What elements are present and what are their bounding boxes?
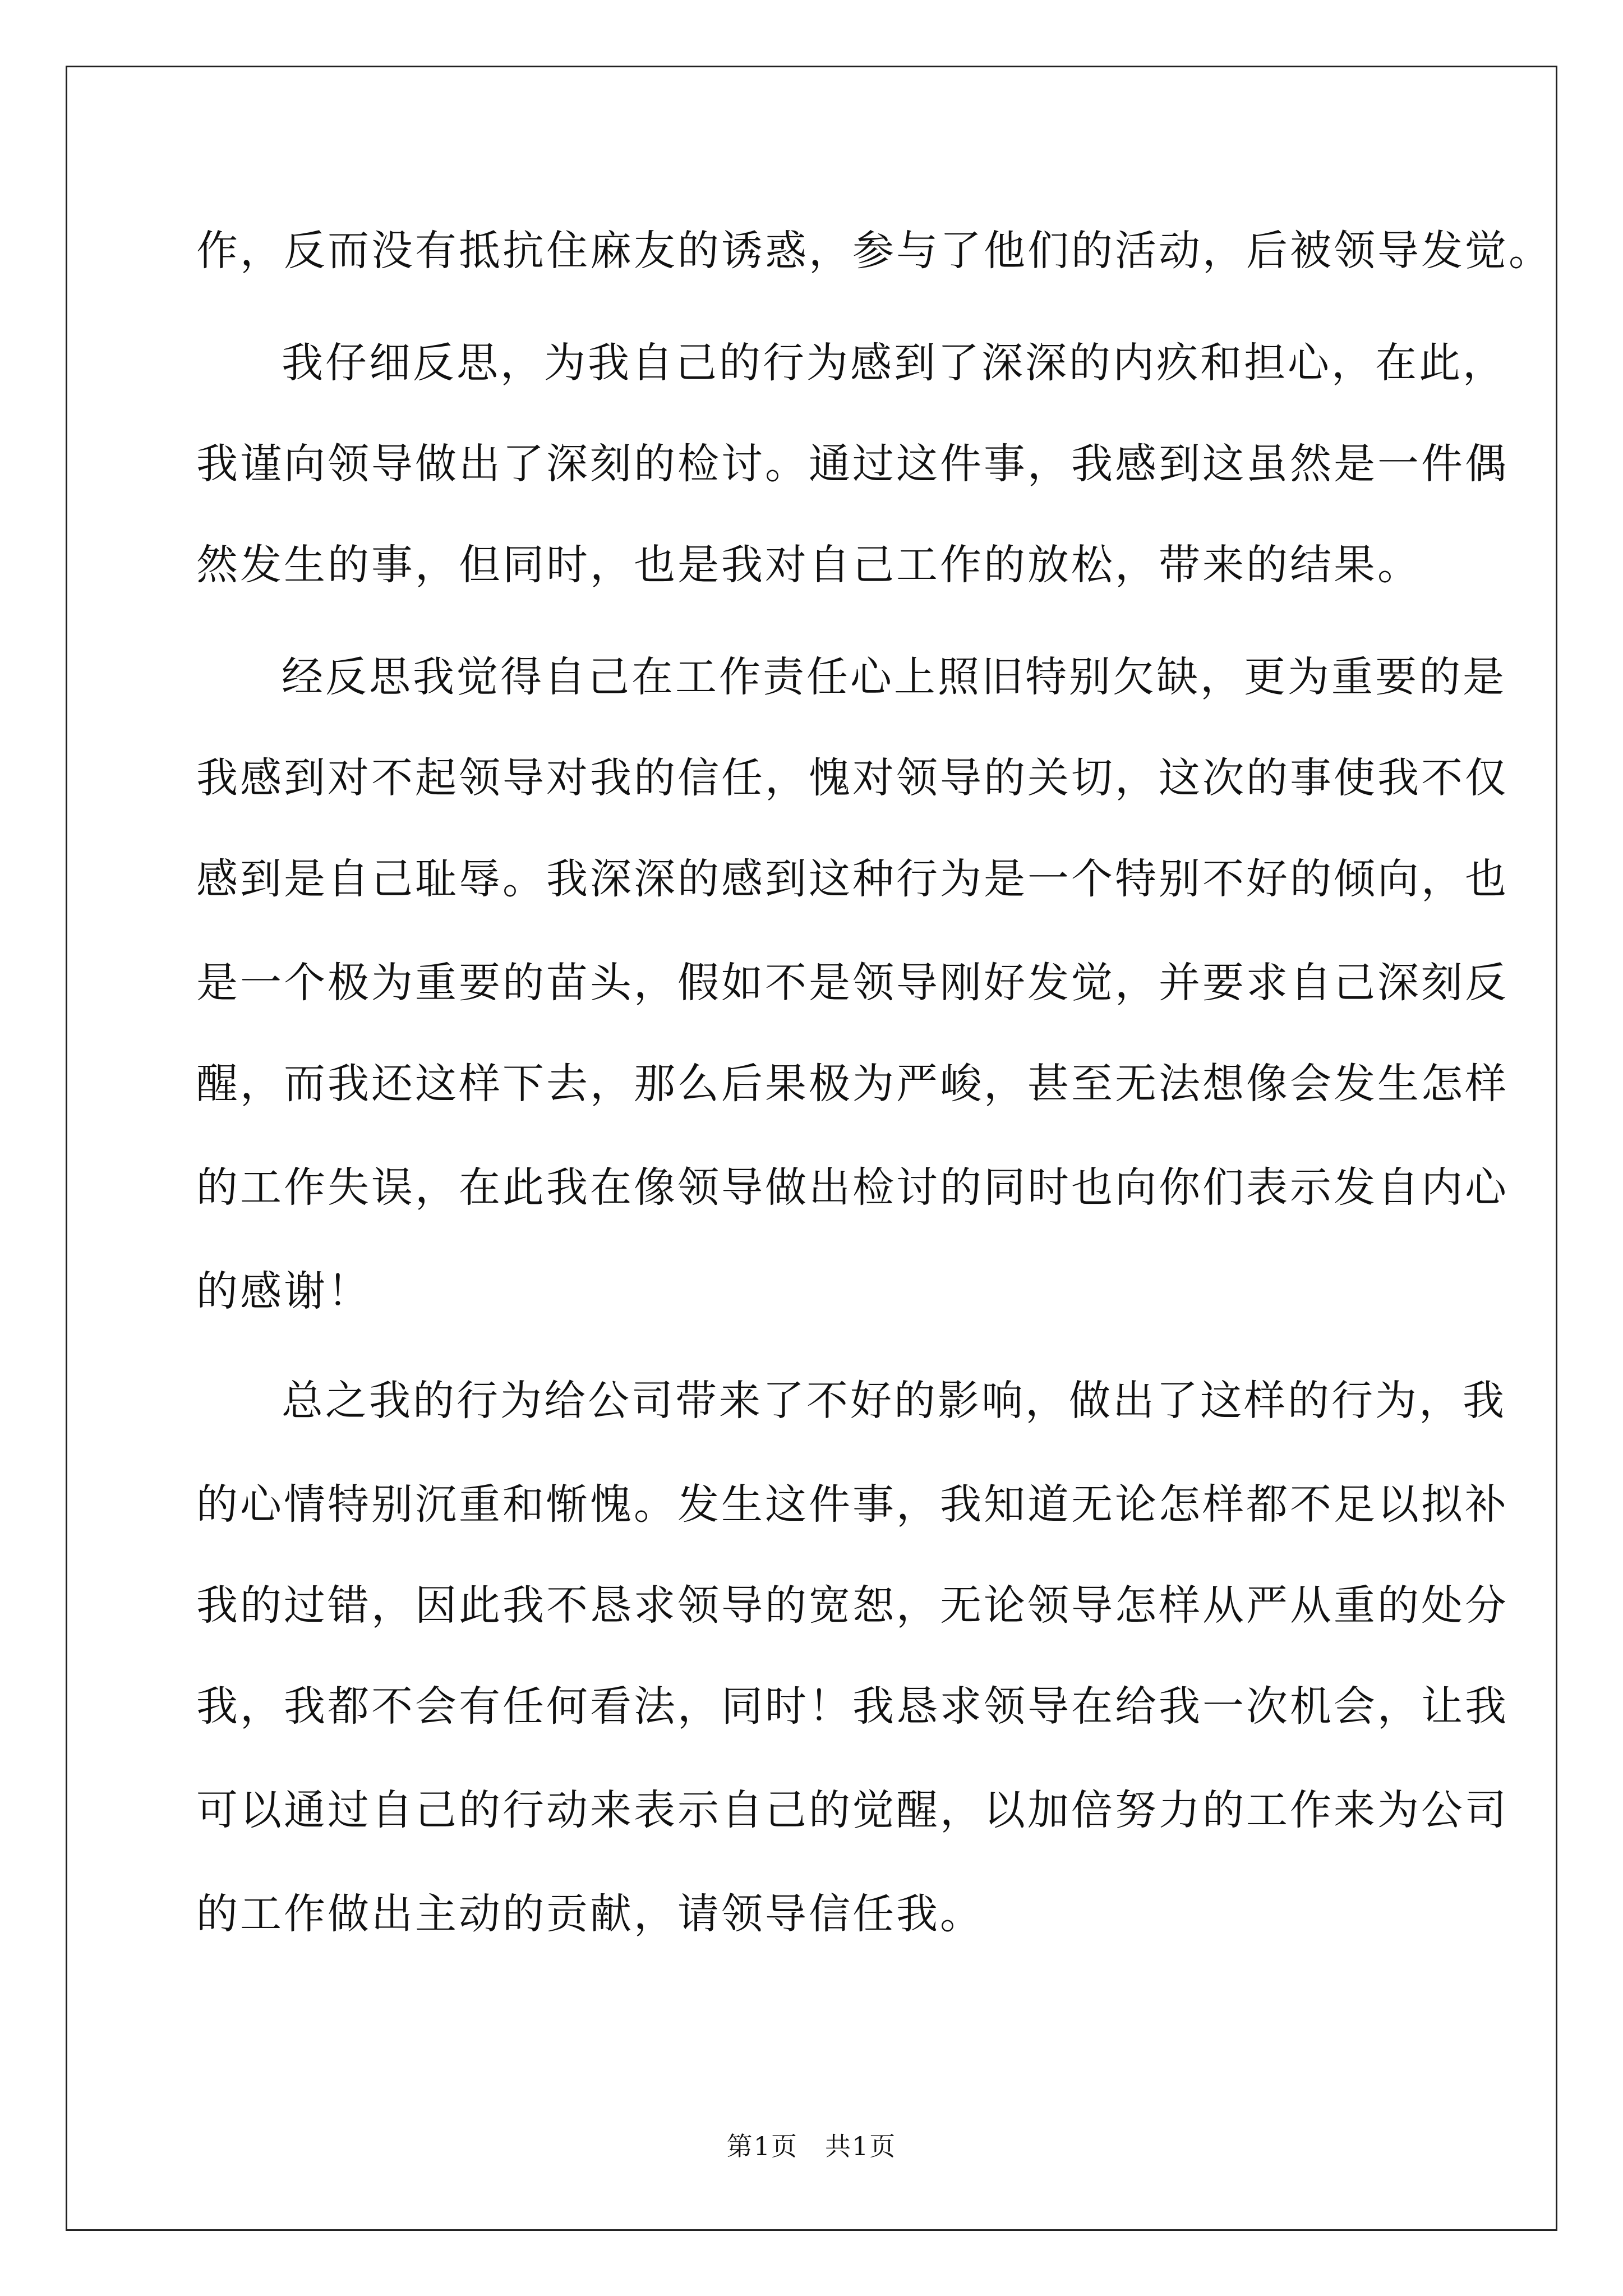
- text-line: 我的过错，因此我不恳求领导的宽恕，无论领导怎样从严从重的处分: [196, 1581, 1509, 1630]
- text-line: 的感谢！: [196, 1267, 371, 1315]
- paragraph-first-line: 我仔细反思，为我自己的行为感到了深深的内疚和担心，在此，: [282, 339, 1506, 387]
- text-line: 可以通过自己的行动来表示自己的觉醒，以加倍努力的工作来为公司: [196, 1786, 1509, 1834]
- text-line: 的工作做出主动的贡献，请领导信任我。: [196, 1890, 984, 1938]
- text-line: 是一个极为重要的苗头，假如不是领导刚好发觉，并要求自己深刻反: [196, 959, 1509, 1007]
- text-line: 我感到对不起领导对我的信任，愧对领导的关切，这次的事使我不仅: [196, 754, 1509, 802]
- text-line: 作，反而没有抵抗住麻友的诱惑，参与了他们的活动，后被领导发觉。: [196, 227, 1552, 275]
- text-line: 然发生的事，但同时，也是我对自己工作的放松，带来的结果。: [196, 541, 1421, 589]
- text-line: 的工作失误，在此我在像领导做出检讨的同时也向你们表示发自内心: [196, 1163, 1509, 1212]
- text-line: 感到是自己耻辱。我深深的感到这种行为是一个特别不好的倾向，也: [196, 855, 1509, 903]
- paragraph-first-line: 经反思我觉得自己在工作责任心上照旧特别欠缺，更为重要的是: [282, 653, 1506, 701]
- text-line: 醒，而我还这样下去，那么后果极为严峻，甚至无法想像会发生怎样: [196, 1060, 1509, 1108]
- paragraph-first-line: 总之我的行为给公司带来了不好的影响，做出了这样的行为，我: [282, 1377, 1506, 1425]
- text-line: 的心情特别沉重和惭愧。发生这件事，我知道无论怎样都不足以拟补: [196, 1480, 1509, 1529]
- page-number-footer: 第1页 共1页: [726, 2131, 897, 2161]
- text-line: 我谨向领导做出了深刻的检讨。通过这件事，我感到这虽然是一件偶: [196, 440, 1509, 488]
- text-line: 我，我都不会有任何看法，同时！我恳求领导在给我一次机会，让我: [196, 1682, 1509, 1731]
